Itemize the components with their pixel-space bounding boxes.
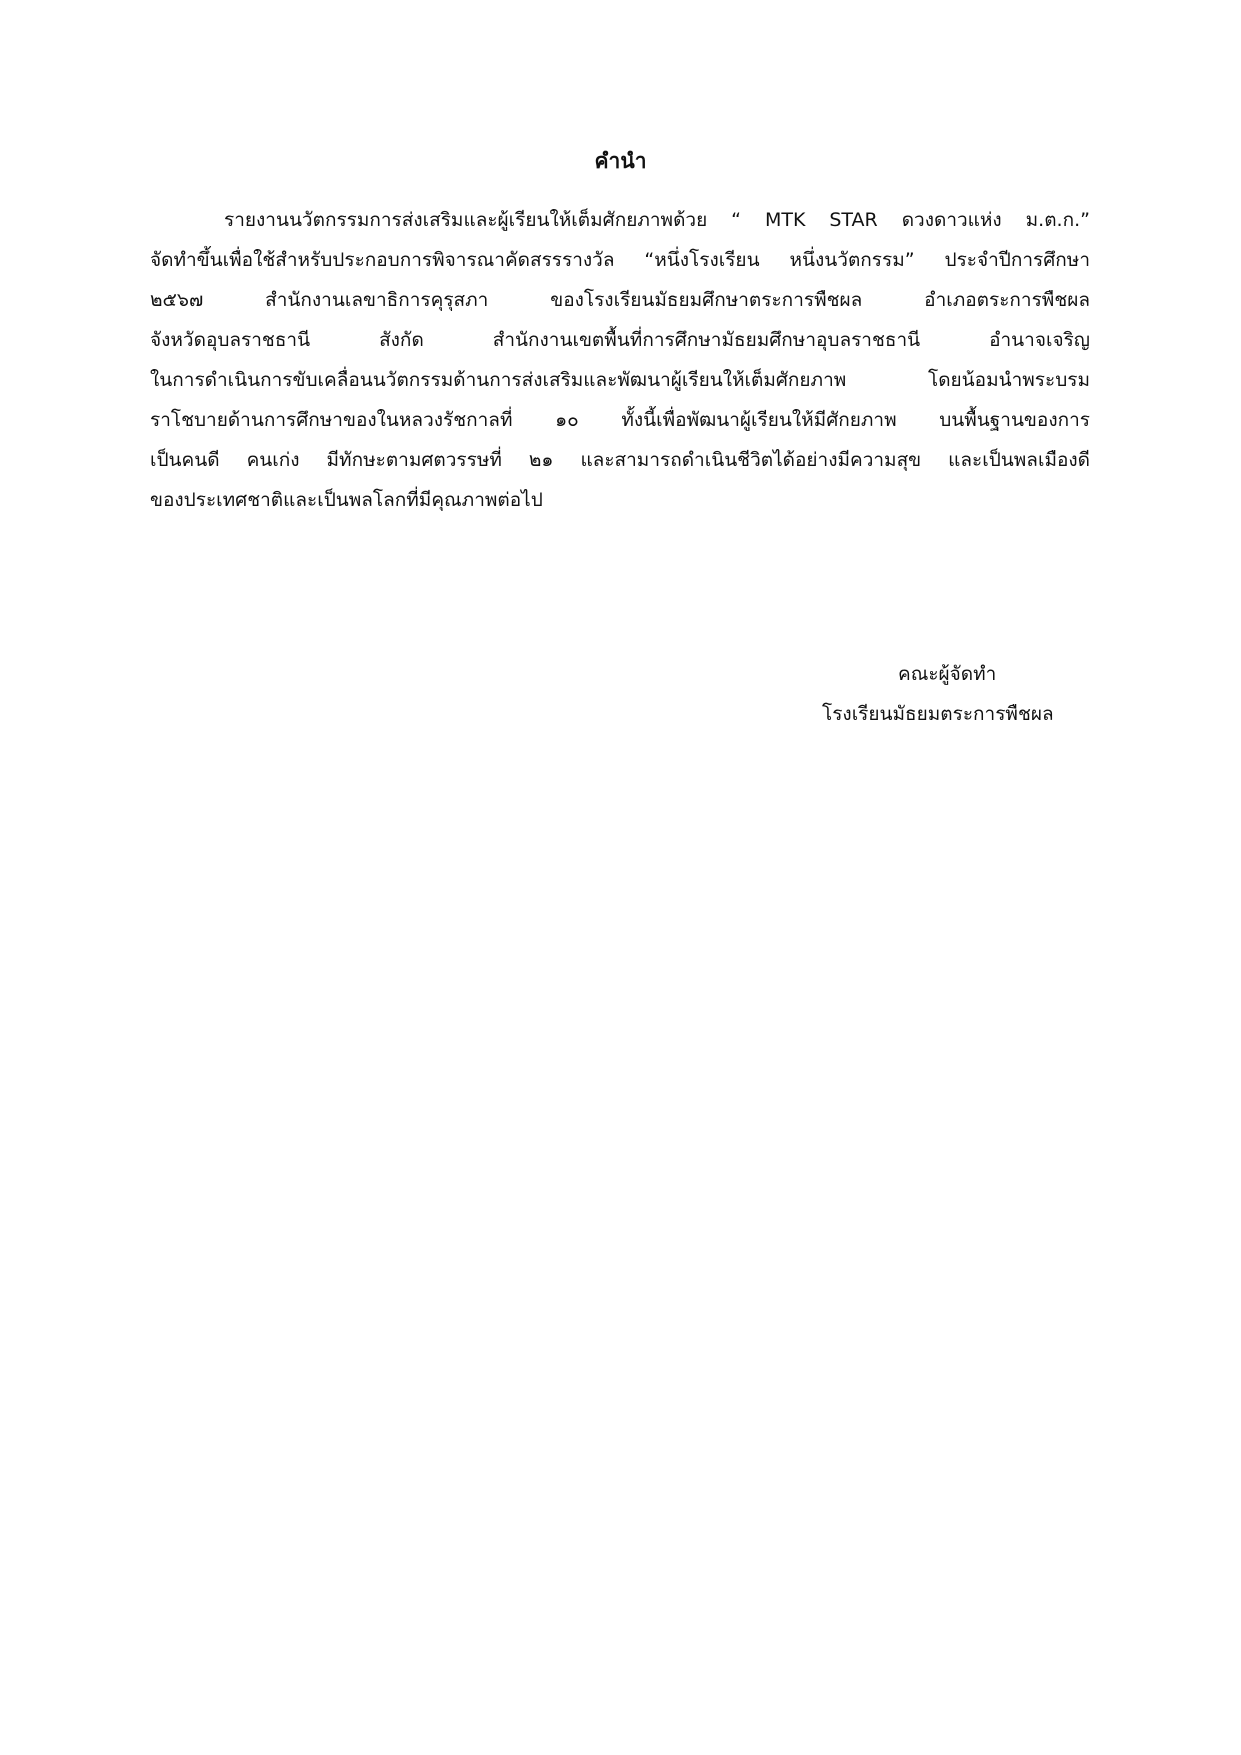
signature-group: คณะผู้จัดทำ [898,663,997,685]
preface-paragraph [150,200,1090,520]
paragraph-line: จังหวัดอุบลราชธานี สังกัด สำนักงานเขตพื้นที่การศึกษามัธยมศึกษาอุบลราชธานี อำนาจเจริญ [150,329,1090,351]
paragraph-line: ๒๕๖๗ สำนักงานเลขาธิการคุรุสภา ของโรงเรียนมัธยมศึกษาตระการพืชผล อำเภอตระการพืชผล [150,289,1090,311]
paragraph-line: ในการดำเนินการขับเคลื่อนนวัตกรรมด้านการส่งเสริมและพัฒนาผู้เรียนให้เต็มศักยภาพ โดยน้อมนำพระบรม [150,369,1090,391]
signature-school: โรงเรียนมัธยมตระการพืชผล [822,703,1054,725]
signature-block [790,654,1090,734]
paragraph-line: ของประเทศชาติและเป็นพลโลกที่มีคุณภาพต่อไป [150,489,543,511]
document-title: คำนำ [594,149,647,173]
paragraph-line: ราโชบายด้านการศึกษาของในหลวงรัชกาลที่ ๑๐ ทั้งนี้เพื่อพัฒนาผู้เรียนให้มีศักยภาพ บนพื้นฐานของการ [150,409,1090,431]
paragraph-line: จัดทำขึ้นเพื่อใช้สำหรับประกอบการพิจารณาคัดสรรรางวัล “หนึ่งโรงเรียน หนึ่งนวัตกรรม” ประจำปีการศึกษา [150,249,1090,271]
paragraph-line: เป็นคนดี คนเก่ง มีทักษะตามศตวรรษที่ ๒๑ และสามารถดำเนินชีวิตได้อย่างมีความสุข และเป็นพลเมืองดี [150,449,1090,471]
paragraph-line: รายงานนวัตกรรมการส่งเสริมและผู้เรียนให้เต็มศักยภาพด้วย “ MTK STAR ดวงดาวแห่ง ม.ต.ก.” [224,209,1090,231]
